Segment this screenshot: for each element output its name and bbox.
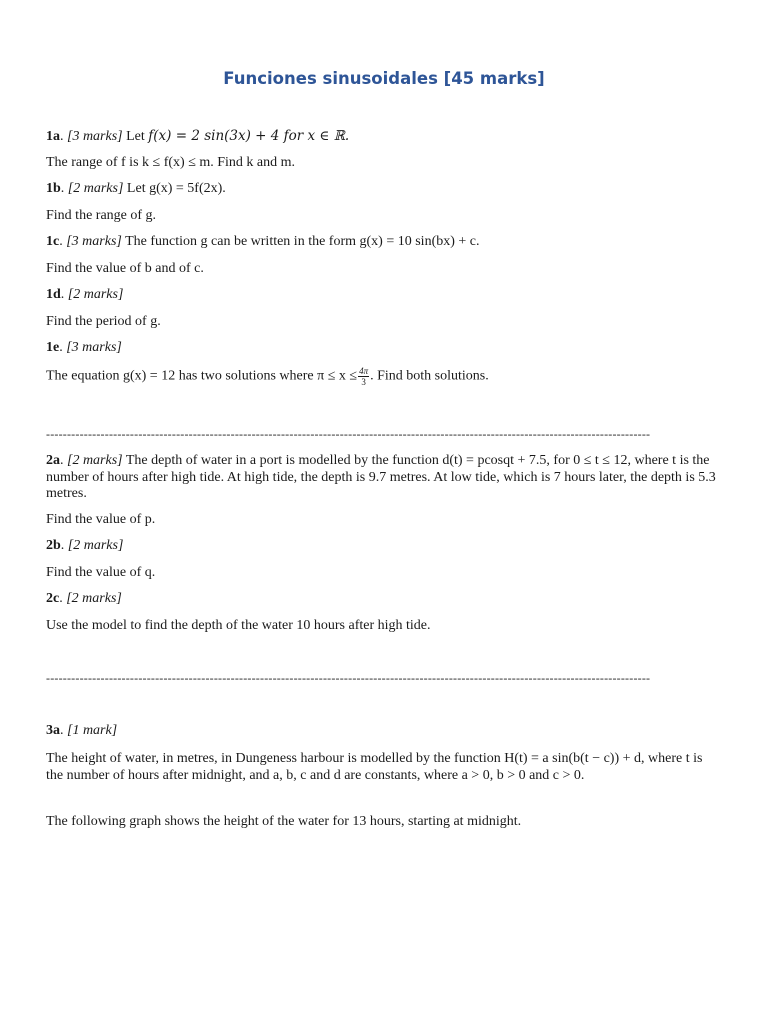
- page-title: Funciones sinusoidales [45 marks]: [223, 69, 545, 88]
- fraction-denominator: 3: [361, 377, 366, 387]
- question-1c-task: Find the value of b and of c.: [46, 261, 204, 276]
- question-3a-task: The following graph shows the height of the water for 13 hours, starting at midnight.: [46, 814, 522, 829]
- question-1d: 1d. [2 marks]: [46, 287, 124, 302]
- question-id: 1c: [46, 234, 60, 249]
- question-text: Let g(x) = 5f(2x).: [126, 181, 226, 196]
- marks-label: [3 marks]: [66, 234, 122, 249]
- marks-label: [2 marks]: [67, 181, 124, 196]
- fraction: [358, 366, 369, 387]
- marks-label: [1 mark]: [67, 723, 118, 738]
- question-id: 1e: [46, 340, 60, 355]
- question-id: 2b: [46, 538, 61, 553]
- marks-label: [3 marks]: [67, 129, 123, 144]
- question-1e-task: [46, 366, 722, 387]
- question-1c: 1c. [3 marks] The function g can be written in the form g(x) = 10 sin(bx) + c.: [46, 234, 480, 249]
- question-text: . Find both solutions.: [370, 368, 489, 384]
- question-id: 3a: [46, 723, 60, 738]
- marks-label: [2 marks]: [66, 591, 122, 606]
- question-2b: 2b. [2 marks]: [46, 538, 124, 553]
- question-text: The function g can be written in the form g(x) = 10 sin(bx) + c.: [125, 234, 480, 249]
- question-2a-task: Find the value of p.: [46, 512, 156, 527]
- section-divider: ------------------------------------------------------------------------------------------------------------------------------------------------: [46, 671, 651, 685]
- question-1b-task: Find the range of g.: [46, 208, 157, 223]
- marks-label: [2 marks]: [67, 538, 124, 553]
- question-3a: 3a. [1 mark]: [46, 723, 118, 738]
- question-1b: 1b. [2 marks] Let g(x) = 5f(2x).: [46, 181, 226, 196]
- question-1d-task: Find the period of g.: [46, 314, 161, 329]
- question-1e: 1e. [3 marks]: [46, 340, 122, 355]
- marks-label: [3 marks]: [66, 340, 122, 355]
- question-text: The equation g(x) = 12 has two solutions where π ≤ x ≤: [46, 368, 358, 384]
- marks-label: [2 marks]: [67, 287, 124, 302]
- fraction-numerator: 4π: [359, 366, 369, 376]
- question-3a-text: The height of water, in metres, in Dungeness harbour is modelled by the function H(t) = a sin(b(t − c)) + d, where t is the number of hours after midnight, and a, b, c and d are constants, where a > 0, b > 0 and c > 0.: [46, 751, 703, 783]
- question-id: 1b: [46, 181, 61, 196]
- question-id: 2a: [46, 453, 60, 468]
- question-id: 1a: [46, 129, 60, 144]
- math-expression: f(x) = 2 sin(3x) + 4 for x ∈ ℝ.: [148, 128, 350, 144]
- question-2b-task: Find the value of q.: [46, 565, 156, 580]
- section-divider: ------------------------------------------------------------------------------------------------------------------------------------------------: [46, 427, 651, 441]
- question-1a: 1a. [3 marks] Let f(x) = 2 sin(3x) + 4 for x ∈ ℝ.: [46, 128, 350, 144]
- marks-label: [2 marks]: [67, 453, 123, 468]
- question-1a-task: The range of f is k ≤ f(x) ≤ m. Find k and m.: [46, 155, 296, 170]
- question-2c-task: Use the model to find the depth of the water 10 hours after high tide.: [46, 618, 431, 633]
- question-text: Let: [126, 129, 145, 144]
- question-2c: 2c. [2 marks]: [46, 591, 122, 606]
- question-id: 1d: [46, 287, 61, 302]
- question-text: The depth of water in a port is modelled by the function d(t) = pcosqt + 7.5, for 0 ≤ t ≤ 12, where t is the number of hours after high tide. At high tide, the depth is 9.7 metres. At low tide, which is 7 hours later, the depth is 5.3 metres.: [46, 453, 716, 501]
- question-2a: 2a. [2 marks] The depth of water in a port is modelled by the function d(t) = pcosqt + 7.5, for 0 ≤ t ≤ 12, where t is the number of hours after high tide. At high tide, the depth is 9.7 metres. At low tide, which is 7 hours later, the depth is 5.3 metres.: [46, 453, 716, 501]
- question-id: 2c: [46, 591, 60, 606]
